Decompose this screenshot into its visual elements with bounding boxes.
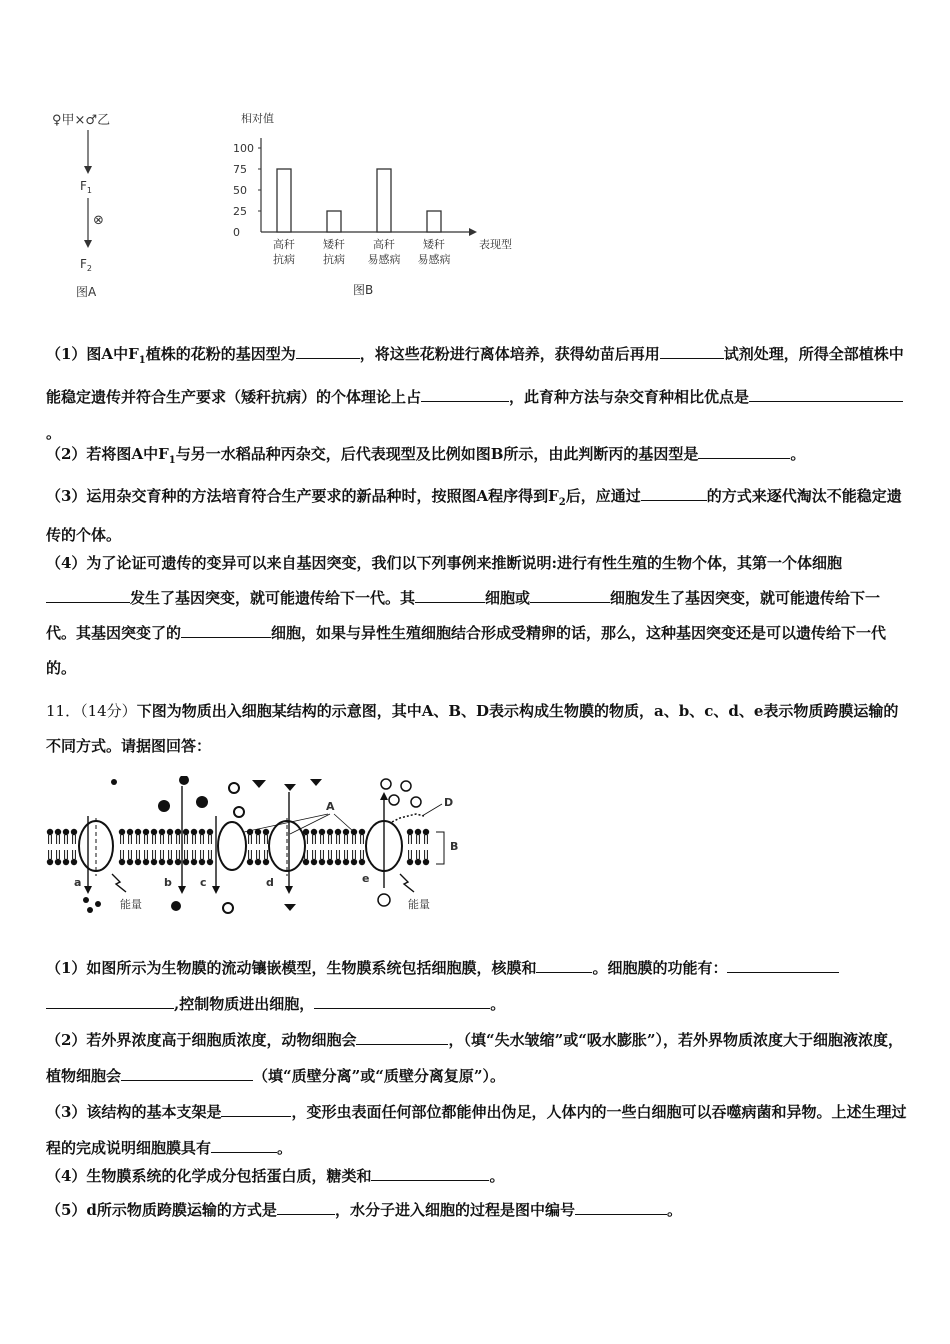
x-category-label: 抗病 bbox=[273, 253, 295, 266]
label-b: b bbox=[164, 876, 172, 889]
arrowhead bbox=[212, 886, 220, 894]
label-a: a bbox=[74, 876, 82, 889]
lipid-head bbox=[343, 829, 349, 835]
lipid-head bbox=[423, 859, 429, 865]
q11-part2: （2）若外界浓度高于细胞质浓度，动物细胞会 ，（填“失水皱缩”或“吸水膨胀”），若外界物质浓度大于细胞液浓度，植物细胞会 （填“质壁分离”或“质壁分离复原”）。 bbox=[46, 1031, 903, 1085]
lipid-head bbox=[247, 859, 253, 865]
answer-blank[interactable] bbox=[727, 958, 839, 973]
bar bbox=[277, 169, 291, 232]
lipid-head bbox=[199, 829, 205, 835]
q10-part4: （4）为了论证可遗传的变异可以来自基因突变，我们以下列事例来推断说明:进行有性生殖的生物个体，其第一个体细胞发生了基因突变，就可能遗传给下一代。其 细胞或 细胞发生了基因突变，就可能遗传给下一代。其基因突变了的 细胞，如果与异性生殖细胞结合形成受精卵的话，那么，这种基因突变还是可以遗传给下一代的。 bbox=[46, 554, 887, 677]
bar bbox=[377, 169, 391, 232]
q11-part4: （4）生物膜系统的化学成分包括蛋白质，糖类和 。 bbox=[46, 1167, 505, 1185]
answer-blank[interactable] bbox=[641, 486, 707, 501]
arrowhead bbox=[178, 886, 186, 894]
figure-a-caption: 图A bbox=[76, 285, 97, 299]
lipid-head bbox=[167, 829, 173, 835]
lipid-head bbox=[151, 859, 157, 865]
molecule bbox=[87, 907, 93, 913]
x-category-label: 矮秆 bbox=[423, 238, 445, 251]
y-tick-label: 25 bbox=[233, 205, 247, 218]
arrowhead bbox=[84, 886, 92, 894]
lipid-head bbox=[151, 829, 157, 835]
lipid-head bbox=[303, 859, 309, 865]
answer-blank[interactable] bbox=[277, 1200, 335, 1215]
molecule bbox=[411, 797, 421, 807]
answer-blank[interactable] bbox=[181, 623, 271, 638]
lipid-head bbox=[159, 859, 165, 865]
lipid-head bbox=[359, 859, 365, 865]
lipid-head bbox=[175, 859, 181, 865]
answer-blank[interactable] bbox=[46, 994, 174, 1009]
lipid-head bbox=[207, 829, 213, 835]
label-e: e bbox=[362, 872, 370, 885]
lipid-head bbox=[199, 859, 205, 865]
arrowhead bbox=[285, 886, 293, 894]
molecule bbox=[284, 904, 296, 911]
energy-bolt-icon bbox=[112, 874, 126, 892]
lipid-head bbox=[47, 859, 53, 865]
lipid-head bbox=[119, 829, 125, 835]
lipid-head bbox=[183, 859, 189, 865]
answer-blank[interactable] bbox=[121, 1066, 253, 1081]
lipid-head bbox=[159, 829, 165, 835]
lipid-head bbox=[415, 829, 421, 835]
answer-blank[interactable] bbox=[356, 1030, 448, 1045]
x-category-label: 抗病 bbox=[323, 253, 345, 266]
molecule bbox=[381, 779, 391, 789]
q11-intro: 11．（14分）下图为物质出入细胞某结构的示意图，其中A、B、D表示构成生物膜的物质，a、b、c、d、e表示物质跨膜运输的不同方式。请据图回答： bbox=[46, 702, 899, 755]
y-tick-label: 100 bbox=[233, 142, 254, 155]
question-number: 11． bbox=[46, 702, 81, 720]
lipid-head bbox=[311, 859, 317, 865]
lipid-head bbox=[143, 829, 149, 835]
x-category-label: 矮秆 bbox=[323, 238, 345, 251]
lipid-head bbox=[359, 829, 365, 835]
lipid-head bbox=[63, 859, 69, 865]
question-score: （14分） bbox=[80, 702, 137, 720]
y-tick-label: 50 bbox=[233, 184, 247, 197]
lipid-head bbox=[119, 859, 125, 865]
label-c: c bbox=[200, 876, 207, 889]
membrane-diagram bbox=[44, 776, 474, 916]
answer-blank[interactable] bbox=[415, 588, 485, 603]
molecule bbox=[252, 780, 266, 788]
answer-blank[interactable] bbox=[371, 1166, 489, 1181]
lipid-head bbox=[335, 859, 341, 865]
f2-label: $F_2$ bbox=[80, 257, 92, 273]
y-tick-label: 75 bbox=[233, 163, 247, 176]
arrowhead bbox=[380, 792, 388, 800]
cross-label: ♀甲×♂乙 bbox=[52, 113, 111, 128]
lipid-head bbox=[351, 859, 357, 865]
figure-a bbox=[50, 108, 160, 300]
lipid-head bbox=[71, 859, 77, 865]
q10-part2: （2）若将图A中$F_1$与另一水稻品种丙杂交，后代表现型及比例如图B所示，由此判断丙的基因型是 。 bbox=[46, 445, 806, 466]
figure-b-caption: 图B bbox=[353, 283, 374, 297]
x-category-label: 高秆 bbox=[373, 238, 395, 251]
lipid-head bbox=[263, 829, 269, 835]
molecule bbox=[95, 901, 101, 907]
lipid-head bbox=[175, 829, 181, 835]
molecule bbox=[158, 800, 170, 812]
molecule bbox=[111, 779, 117, 785]
lipid-head bbox=[127, 829, 133, 835]
lipid-head bbox=[167, 859, 173, 865]
lipid-head bbox=[135, 859, 141, 865]
answer-blank[interactable] bbox=[536, 958, 592, 973]
molecule bbox=[83, 897, 89, 903]
molecule bbox=[401, 781, 411, 791]
lipid-head bbox=[423, 829, 429, 835]
q11-part5: （5）d所示物质跨膜运输的方式是 ，水分子进入细胞的过程是图中编号 。 bbox=[46, 1201, 682, 1219]
lipid-head bbox=[191, 829, 197, 835]
energy-label: 能量 bbox=[408, 898, 430, 911]
bar bbox=[327, 211, 341, 232]
lipid-head bbox=[207, 859, 213, 865]
lipid-head bbox=[343, 859, 349, 865]
figure-b-chart bbox=[225, 108, 525, 300]
lipid-head bbox=[407, 859, 413, 865]
molecule bbox=[310, 779, 322, 786]
arrowhead bbox=[84, 240, 92, 248]
glycoprotein-chain bbox=[392, 814, 424, 822]
lipid-head bbox=[55, 859, 61, 865]
lipid-head bbox=[135, 829, 141, 835]
lipid-head bbox=[127, 859, 133, 865]
lipid-head bbox=[143, 859, 149, 865]
lipid-head bbox=[319, 829, 325, 835]
answer-blank[interactable] bbox=[296, 344, 360, 359]
q10-part1: （1）图A中$F_1$植株的花粉的基因型为 ，将这些花粉进行离体培养，获得幼苗后再用 试剂处理，所得全部植株中能稳定遗传并符合生产要求（矮秆抗病）的个体理论上占 ，此育种方法与杂交育种相比优点是。 bbox=[46, 345, 904, 442]
answer-blank[interactable] bbox=[46, 588, 130, 603]
x-category-label: 易感病 bbox=[367, 253, 401, 266]
lipid-head bbox=[255, 859, 261, 865]
answer-blank[interactable] bbox=[314, 994, 490, 1009]
answer-blank[interactable] bbox=[575, 1200, 667, 1215]
lipid-head bbox=[311, 829, 317, 835]
lipid-head bbox=[415, 859, 421, 865]
energy-label: 能量 bbox=[120, 898, 142, 911]
molecule bbox=[389, 795, 399, 805]
molecule bbox=[378, 894, 390, 906]
answer-blank[interactable] bbox=[749, 387, 903, 402]
answer-blank[interactable] bbox=[221, 1102, 291, 1117]
answer-blank[interactable] bbox=[530, 588, 610, 603]
x-category-label: 易感病 bbox=[417, 253, 451, 266]
q10-part3: （3）运用杂交育种的方法培育符合生产要求的新品种时，按照图A程序得到$F_2$后，应通过 的方式来逐代淘汰不能稳定遗传的个体。 bbox=[46, 487, 902, 544]
molecule bbox=[179, 776, 189, 785]
y-axis-label: 相对值 bbox=[241, 112, 274, 125]
answer-blank[interactable] bbox=[698, 444, 790, 459]
selfing-symbol: ⊗ bbox=[93, 213, 104, 228]
lipid-head bbox=[71, 829, 77, 835]
molecule bbox=[234, 807, 244, 817]
lipid-head bbox=[183, 829, 189, 835]
bracket-B bbox=[436, 832, 444, 864]
answer-blank[interactable] bbox=[660, 344, 724, 359]
molecule bbox=[229, 783, 239, 793]
molecule bbox=[223, 903, 233, 913]
q11-part3: （3）该结构的基本支架是 ，变形虫表面任何部位都能伸出伪足，人体内的一些白细胞可以吞噬病菌和异物。上述生理过程的完成说明细胞膜具有 。 bbox=[46, 1103, 907, 1157]
answer-blank[interactable] bbox=[421, 387, 509, 402]
lipid-head bbox=[47, 829, 53, 835]
lipid-head bbox=[63, 829, 69, 835]
q11-part1: （1）如图所示为生物膜的流动镶嵌模型，生物膜系统包括细胞膜，核膜和 。细胞膜的功能有：,控制物质进出细胞， 。 bbox=[46, 950, 908, 1022]
answer-blank[interactable] bbox=[211, 1138, 277, 1153]
lipid-head bbox=[407, 829, 413, 835]
molecule bbox=[171, 901, 181, 911]
lipid-head bbox=[335, 829, 341, 835]
lipid-head bbox=[263, 859, 269, 865]
lipid-head bbox=[191, 859, 197, 865]
label-A: A bbox=[326, 800, 335, 813]
y-tick-label: 0 bbox=[233, 226, 240, 239]
lipid-head bbox=[319, 859, 325, 865]
f1-label: $F_1$ bbox=[80, 179, 92, 195]
lipid-head bbox=[247, 829, 253, 835]
pointer-line bbox=[422, 804, 442, 816]
molecule bbox=[284, 784, 296, 791]
x-axis-label: 表现型 bbox=[479, 238, 512, 251]
x-category-label: 高秆 bbox=[273, 238, 295, 251]
lipid-head bbox=[327, 859, 333, 865]
molecule bbox=[196, 796, 208, 808]
arrowhead bbox=[84, 166, 92, 174]
bar bbox=[427, 211, 441, 232]
x-axis-arrowhead bbox=[469, 228, 477, 236]
lipid-head bbox=[327, 829, 333, 835]
label-D: D bbox=[444, 796, 454, 809]
lipid-head bbox=[55, 829, 61, 835]
channel-protein-c bbox=[218, 822, 246, 870]
label-B: B bbox=[450, 840, 459, 853]
label-d: d bbox=[266, 876, 274, 889]
energy-bolt-icon bbox=[400, 874, 414, 892]
